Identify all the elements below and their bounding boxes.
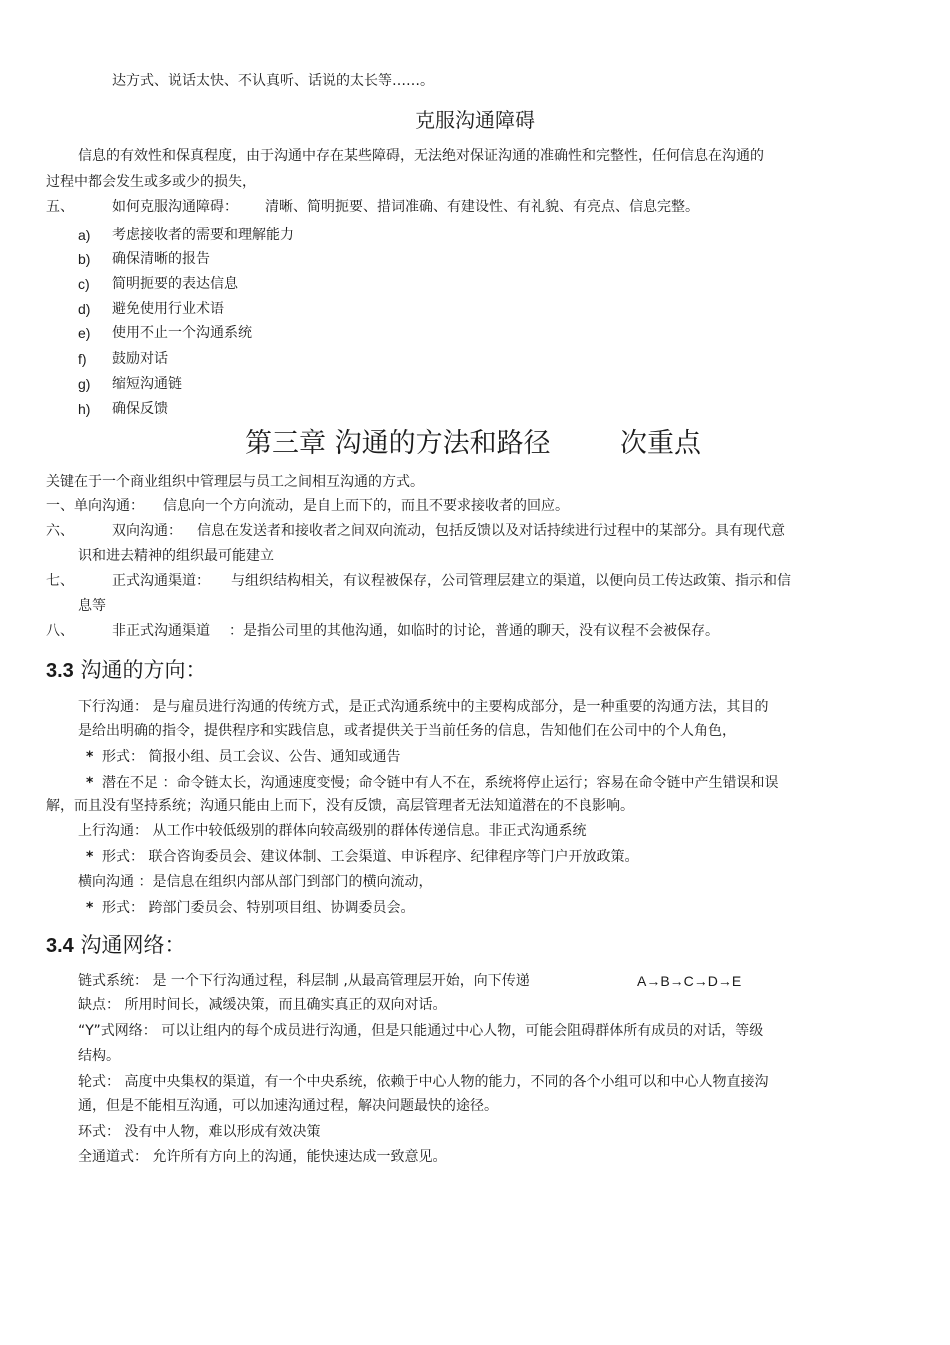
upward-form: 形式： 联合咨询委员会、建议体制、工会渠道、申诉程序、纪律程序等门户开放政策。 — [102, 849, 639, 865]
section-number: 3.3 — [46, 660, 74, 682]
eight-number: 八、 — [46, 623, 74, 639]
bullet-icon: * — [86, 900, 94, 916]
list-item-mark: g) — [78, 376, 91, 392]
horizontal-form: 形式： 跨部门委员会、特别项目组、协调委员会。 — [102, 900, 415, 916]
section-title: 沟通的方向： — [80, 658, 207, 682]
bullet-icon: * — [86, 749, 94, 765]
ring-line: 环式： 没有中人物，难以形成有效决策 — [78, 1124, 321, 1140]
chapter-tag: 次重点 — [620, 428, 701, 459]
wheel-line-1: 轮式： 高度中央集权的渠道，有一个中央系统，依赖于中心人物的能力，不同的各个小组可以和中心人物直接沟 — [78, 1074, 769, 1090]
list-item: 避免使用行业术语 — [112, 301, 224, 317]
list-item: 确保反馈 — [112, 401, 168, 417]
wheel-line-2: 通，但是不能相互沟通，可以加速沟通过程，解决问题最快的途径。 — [78, 1098, 498, 1114]
list-item-mark: c) — [78, 276, 90, 292]
five-label: 如何克服沟通障碍： — [112, 199, 238, 215]
overcome-para-line-1: 信息的有效性和保真程度，由于沟通中存在某些障碍，无法绝对保证沟通的准确性和完整性，任何信息在沟通的 — [78, 148, 764, 164]
eight-text: ：是指公司里的其他沟通，如临时的讨论，普通的聊天，没有议程不会被保存。 — [229, 623, 719, 639]
downward-line-2: 是给出明确的指令，提供程序和实践信息，或者提供关于当前任务的信息，告知他们在公司中的个人角色， — [78, 723, 736, 739]
one-way-label: 一、单向沟通： — [46, 498, 144, 514]
y-network-line-2: 结构。 — [78, 1048, 120, 1064]
list-item-mark: b) — [78, 251, 91, 267]
eight-label: 非正式沟通渠道 — [112, 623, 210, 639]
downward-line-1: 下行沟通： 是与雇员进行沟通的传统方式，是正式沟通系统中的主要构成部分，是一种重要的沟通方法，其目的 — [78, 699, 769, 715]
five-text: 清晰、简明扼要、措词准确、有建设性、有礼貌、有亮点、信息完整。 — [265, 199, 699, 215]
seven-label: 正式沟通渠道： — [112, 573, 210, 589]
list-item-mark: e) — [78, 325, 91, 341]
section-number: 3.4 — [46, 935, 74, 957]
chapter-intro: 关键在于一个商业组织中管理层与员工之间相互沟通的方式。 — [46, 474, 424, 490]
top-line: 达方式、说话太快、不认真听、话说的太长等……。 — [112, 73, 434, 89]
bullet-icon: * — [86, 849, 94, 865]
list-item-mark: f) — [78, 351, 87, 367]
chain-flow: A→B→C→D→E — [637, 973, 742, 989]
list-item-mark: a) — [78, 227, 91, 243]
six-text-line-1: 信息在发送者和接收者之间双向流动，包括反馈以及对话持续进行过程中的某部分。具有现代意 — [197, 523, 785, 539]
chapter-title: 第三章 沟通的方法和路径 — [245, 428, 551, 459]
list-item-mark: h) — [78, 401, 91, 417]
list-item: 缩短沟通链 — [112, 376, 182, 392]
section-title: 沟通网络： — [80, 933, 186, 957]
seven-text-line-2: 息等 — [78, 598, 106, 614]
downward-form: 形式： 简报小组、员工会议、公告、通知或通告 — [102, 749, 401, 765]
list-item: 确保清晰的报告 — [112, 251, 210, 267]
chain-drawback: 缺点： 所用时间长，减缓决策，而且确实真正的双向对话。 — [78, 997, 447, 1013]
chain-line-1: 链式系统： 是 一个下行沟通过程，科层制 ,从最高管理层开始，向下传递 — [78, 973, 530, 989]
horizontal-line-1: 横向沟通 ：是信息在组织内部从部门到部门的横向流动， — [78, 874, 433, 890]
list-item-mark: d) — [78, 301, 91, 317]
six-number: 六、 — [46, 523, 74, 539]
six-label: 双向沟通： — [112, 523, 182, 539]
five-number: 五、 — [46, 199, 74, 215]
upward-line-1: 上行沟通： 从工作中较低级别的群体向较高级别的群体传递信息。非正式沟通系统 — [78, 823, 587, 839]
bullet-icon: * — [86, 775, 94, 791]
six-text-line-2: 识和进去精神的组织最可能建立 — [78, 548, 274, 564]
list-item: 简明扼要的表达信息 — [112, 276, 238, 292]
one-way-text: 信息向一个方向流动，是自上而下的，而且不要求接收者的回应。 — [163, 498, 569, 514]
overcome-title: 克服沟通障碍 — [415, 108, 535, 132]
list-item: 使用不止一个沟通系统 — [112, 325, 252, 341]
section-heading-3-3 — [46, 656, 207, 685]
list-item: 考虑接收者的需要和理解能力 — [112, 227, 294, 243]
overcome-para-line-2: 过程中都会发生或多或少的损失， — [46, 174, 256, 190]
section-heading-3-4 — [46, 931, 186, 960]
downward-weakness-line-2: 解，而且没有坚持系统；沟通只能由上而下，没有反馈，高层管理者无法知道潜在的不良影响。 — [46, 798, 634, 814]
all-channel-line: 全通道式： 允许所有方向上的沟通，能快速达成一致意见。 — [78, 1149, 447, 1165]
y-network-line-1: “Y”式网络： 可以让组内的每个成员进行沟通，但是只能通过中心人物，可能会阻碍群体所有成员的对话，等级 — [78, 1023, 764, 1039]
downward-weakness-line-1: 潜在不足 ：命令链太长，沟通速度变慢；命令链中有人不在，系统将停止运行；容易在命令链中产生错误和误 — [102, 775, 779, 791]
list-item: 鼓励对话 — [112, 351, 168, 367]
seven-text-line-1: 与组织结构相关，有议程被保存，公司管理层建立的渠道，以便向员工传达政策、指示和信 — [231, 573, 791, 589]
seven-number: 七、 — [46, 573, 74, 589]
